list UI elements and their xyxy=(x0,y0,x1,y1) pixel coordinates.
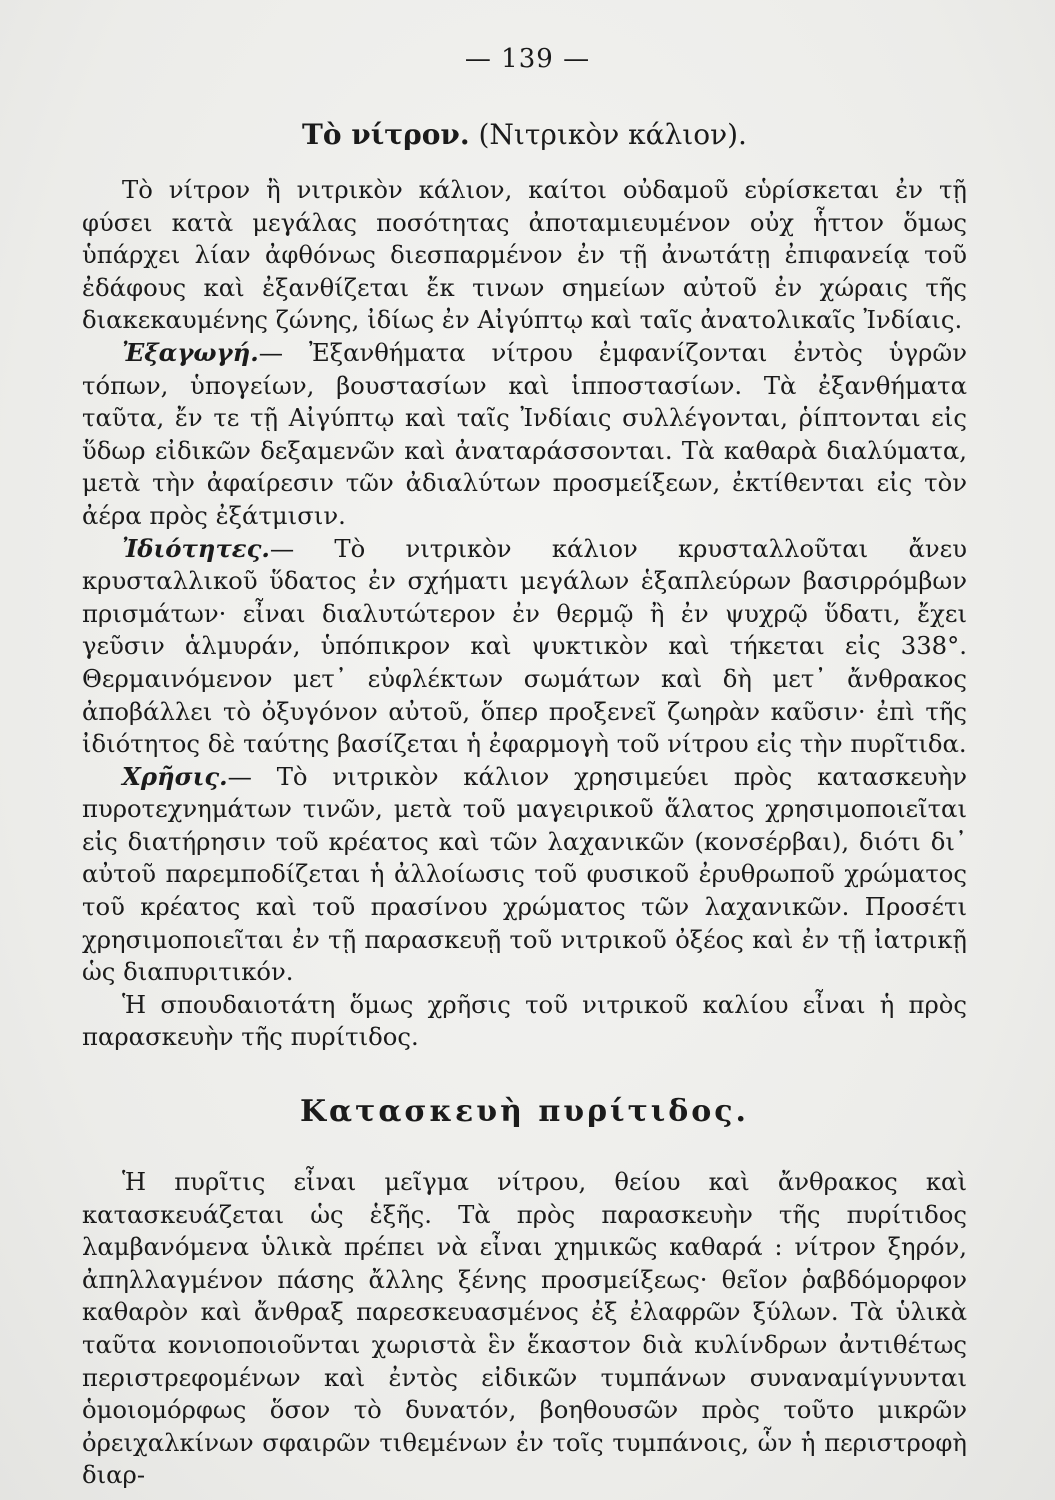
paragraph-text: — Τὸ νιτρικὸν κάλιον χρησιμεύει πρὸς κατασκευὴν πυροτεχνημάτων τινῶν, μετὰ τοῦ μαγειρικοῦ ἅλατος χρησιμοποιεῖται εἰς διατήρησιν τοῦ κρέατος καὶ τῶν λαχανικῶν (κονσέρβαι), διότι δι᾽ αὐτοῦ παρεμποδίζεται ἡ ἀλλοίωσις τοῦ φυσικοῦ ἐρυθρωποῦ χρώματος τοῦ κρέατος καὶ τοῦ πρασίνου χρώματος τῶν λαχανικῶν. Προσέτι χρησιμοποιεῖται ἐν τῇ παρασκευῇ τοῦ νιτρικοῦ ὀξέος καὶ ἐν τῇ ἰατρικῇ ὡς διαπυριτικόν. xyxy=(82,761,967,987)
heading-subtitle: (Νιτρικὸν κάλιον). xyxy=(478,118,747,151)
page-number: — 139 — xyxy=(464,44,591,74)
paragraph-text: — Τὸ νιτρικὸν κάλιον κρυσταλλοῦται ἄνευ κρυσταλλικοῦ ὕδατος ἐν σχήματι μεγάλων ἑξαπλεύρων βασιρρόμβων πρισμάτων· εἶναι διαλυτώτερον ἐν θερμῷ ἢ ἐν ψυχρῷ ὕδατι, ἔχει γεῦσιν ἁλμυράν, ὑπόπικρον καὶ ψυκτικὸν καὶ τήκεται εἰς 338°. Θερμαινόμενον μετ᾽ εὐφλέκτων σωμάτων καὶ δὴ μετ᾽ ἄνθρακος ἀποβάλλει τὸ ὀξυγόνον αὐτοῦ, ὅπερ προξενεῖ ζωηρὰν καῦσιν· ἐπὶ τῆς ἰδιότητος δὲ ταύτης βασίζεται ἡ ἐφαρμογὴ τοῦ νίτρου εἰς τὴν πυρῖτιδα. xyxy=(82,533,967,759)
paragraph-text: Ἡ πυρῖτις εἶναι μεῖγμα νίτρου, θείου καὶ ἄνθρακος καὶ κατασκευάζεται ὡς ἑξῆς. Τὰ πρὸς παρασκευὴν τῆς πυρίτιδος λαμβανόμενα ὑλικὰ πρέπει νὰ εἶναι χημικῶς καθαρά : νίτρον ξηρόν, ἀπηλλαγμένον πάσης ἄλλης ξένης προσμείξεως· θεῖον ῥαβδόμορφον καθαρὸν καὶ ἄνθραξ παρεσκευασμένος ἐξ ἐλαφρῶν ξύλων. Τὰ ὑλικὰ ταῦτα κονιοποιοῦνται χωριστὰ ἓν ἕκαστον διὰ κυλίνδρων ἀντιθέτως περιστρεφομένων καὶ ἐντὸς εἰδικῶν τυμπάνων συναναμίγνυνται ὁμοιομόρφως ὅσον τὸ δυνατόν, βοηθουσῶν πρὸς τοῦτο μικρῶν ὀρειχαλκίνων σφαιρῶν τιθεμένων ἐν τοῖς τυμπάνοις, ὧν ἡ περιστροφὴ διαρ- xyxy=(82,1167,967,1490)
paragraph-properties xyxy=(82,533,967,761)
paragraph-extraction xyxy=(82,337,967,533)
paragraph-intro xyxy=(82,174,967,337)
paragraph-text: — Ἐξανθήματα νίτρου ἐμφανίζονται ἐντὸς ὑγρῶν τόπων, ὑπογείων, βουστασίων καὶ ἱπποστασίων. Τὰ ἐξανθήματα ταῦτα, ἔν τε τῇ Αἰγύπτῳ καὶ ταῖς Ἰνδίαις συλλέγονται, ῥίπτονται εἰς ὕδωρ εἰδικῶν δεξαμενῶν καὶ ἀναταράσσονται. Τὰ καθαρὰ διαλύματα, μετὰ τὴν ἀφαίρεσιν τῶν ἀδιαλύτων προσμείξεων, ἐκτίθενται εἰς τὸν ἀέρα πρὸς ἐξάτμισιν. xyxy=(82,337,967,530)
chapter-heading xyxy=(82,118,967,152)
paragraph-lead: Ἐξαγωγή. xyxy=(122,337,259,367)
paragraph-lead: Ἰδιότητες. xyxy=(122,533,270,563)
heading-title: Τὸ νίτρον. xyxy=(302,118,470,151)
paragraph-use xyxy=(82,761,967,989)
paragraph-text: Τὸ νίτρον ἢ νιτρικὸν κάλιον, καίτοι οὐδαμοῦ εὑρίσκεται ἐν τῇ φύσει κατὰ μεγάλας ποσότητας ἀποταμιευμένον οὐχ ἧττον ὅμως ὑπάρχει λίαν ἀφθόνως διεσπαρμένον ἐν τῇ ἀνωτάτῃ ἐπιφανείᾳ τοῦ ἐδάφους καὶ ἐξανθίζεται ἔκ τινων σημείων αὐτοῦ ἐν χώραις τῆς διακεκαυμένης ζώνης, ἰδίως ἐν Αἰγύπτῳ καὶ ταῖς ἀνατολικαῖς Ἰνδίαις. xyxy=(82,175,967,335)
section-title: Κατασκευὴ πυρίτιδος. xyxy=(299,1094,750,1130)
text-column xyxy=(82,118,967,1492)
paragraph-text: Ἡ σπουδαιοτάτη ὅμως χρῆσις τοῦ νιτρικοῦ καλίου εἶναι ἡ πρὸς παρασκευὴν τῆς πυρίτιδος. xyxy=(82,989,967,1052)
paragraph-gunpowder xyxy=(82,1166,967,1492)
paragraph-lead: Χρῆσις. xyxy=(122,761,228,791)
paragraph-main-use xyxy=(82,989,967,1054)
